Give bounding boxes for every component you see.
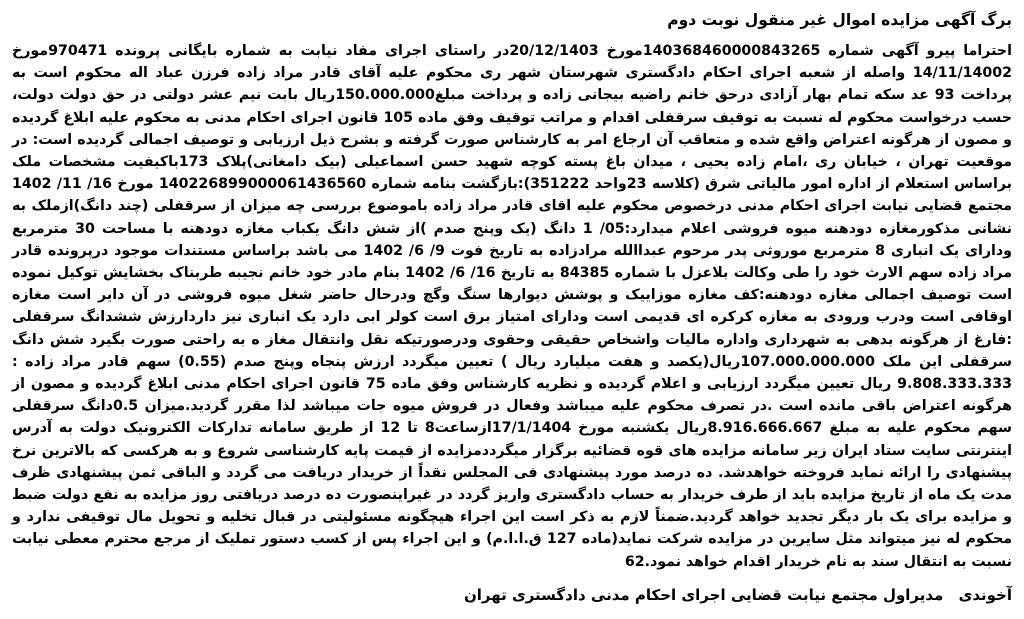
signer-name: آخوندی	[958, 585, 1012, 604]
notice-title: برگ آگهی مزایده اموال غیر منقول نوبت دوم	[667, 11, 1012, 29]
signature-block	[12, 583, 1012, 607]
signer-position: مدیراول مجتمع نیابت قضایی اجرای احکام مدنی دادگستری تهران	[463, 585, 944, 604]
notice-body: احتراما پیرو آگهی شماره 140368460000843265مورخ 20/12/1403در راستای اجرای مفاد نیابت به شماره بایگانی پرونده 970471مورخ 14/11/14002 واصله از شعبه اجرای احکام دادگستری شهرستان شهر ری محکوم علیه آقای قادر مراد زاده فرزن عباد اله محکوم است به پرداخت 93 عد سکه تمام بهار آزادی درحق خانم راضیه بیجانی زاده و پرداخت مبلغ150.000.000ریال بابت نیم عشر دولتی در حق دولت دولت، حسب درخواست محکوم له نسبت به توقیف سرقفلی اقدام و مراتب توقیف وفق ماده 105 قانون اجرای احکام مدنی به محکوم علیه ابلاغ گردیده و مصون از هرگونه اعتراض واقع شده و متعاقب آن ارجاع امر به کارشناس صورت گرفته و بشرح ذیل ارزیابی و توصیف اجمالی گردیده است: در موقعیت تهران ، خیابان ری ،امام زاده یحیی ، میدان باغ پسته کوچه شهید حسن اسماعیلی (بیک دامغانی)پلاک 173باکیفیت مشخصات ملک براساس استعلام از اداره امور مالیاتی شرق (کلاسه 23واحد 351222):بازگشت بنامه شماره 140226899000061436560 مورخ 16/ 11/ 1402 مجتمع قضایی نیابت اجرای احکام مدنی درخصوص محکوم علیه اقای قادر مراد زاده باموضوع بررسی چه میزان از سرقفلی (چند دانگ)ازملک به نشانی مذکورمغازه دودهنه میوه فروشی اعلام میدارد:05/ 1 دانگ (یک وپنج صدم )از شش دانگ یکباب مغازه دودهنه با مساحت 30 مترمربع ودارای یک انباری 8 مترمربع موروثی پدر مرحوم عبداالله مرادزاده به تاریخ فوت 9/ 6/ 1402 می باشد براساس مستندات موجود درپرونده قادر مراد زاده سهم الارث خود را طی وکالت بلاعزل با شماره 84385 به تاریخ 16/ 6/ 1402 بنام مادر خود خانم نجیبه طربناک بخشایش توکیل نموده است توصیف اجمالی مغازه دودهنه:کف مغازه موزاییک و پوشش دیوارها سنگ وگچ ودرحال حاضر شغل میوه فروشی در آن دایر است مغازه اوقافی است ودرب ورودی به مغازه کرکره ای قدیمی است ودارای امتیاز برق است کولر ابی دارد یک انباری نیز داردارزش ششدانگ سرقفلی :فارغ از هرگونه بدهی به شهرداری واداره مالیات واشخاص حقیقی وحقوی ودرصورتیکه نقل وانتقال مغاز ه به راحتی صورت بگیرد شش دانگ سرقفلی این ملک 107.000.000.000ریال(یکصد و هفت میلیارد ریال ) تعیین میگردد ارزش پنجاه وپنج صدم (0.55) سهم قادر مراد زاده : 9.808.333.333 ریال تعیین میگردد ارزیابی و اعلام گردیده و نظریه کارشناس وفق ماده 75 قانون اجرای احکام مدنی ابلاغ گردیده و مصون از هرگونه اعتراض باقی مانده است .در تصرف محکوم علیه میباشد وفعال در فروش میوه جات میباشد لذا مقرر گردید.میزان 0.5دانگ سرقفلی سهم محکوم علیه به مبلغ 8.916.666.667ریال یکشنبه مورخ 17/1/1404ازساعت8 تا 12 از طریق سامانه تدارکات الکترونیک دولت به آدرس اینترنتی سایت ستاد ایران زیر سامانه مزایده های قوه قضائیه برگزار میگرددمزایده از قیمت پایه کارشناسی شروع و به هرکسی که بالاترین نرخ پیشنهادی را ارائه نماید فروخته خواهدشد. ده درصد مورد پیشنهادی فی المجلس نقداً از خریدار دریافت می گردد و الباقی ثمن پیشنهادی ظرف مدت یک ماه از تاریخ مزایده باید از طرف خریدار به حساب دادگستری واریز گردد در غیراینصورت ده درصد دریافتی روز مزایده به نفع دولت ضبط و مزایده برای یک بار دیگر تجدید خواهد گردید.ضمناً لازم به ذکر است این اجراء هیچگونه مسئولیتی در قبال تخلیه و تحویل مال توقیفی ندارد و محکوم له نیز میتواند مثل سایرین در مزایده شرکت نماید(ماده 127 ق.ا.ا.م) و این اجراء پس از کسب دستور تملیک از مرجع محترم معطی نیابت نسبت به انتقال سند به نام خریدار اقدام خواهد نمود.62	[12, 43, 1013, 570]
signature-line	[12, 583, 1012, 607]
